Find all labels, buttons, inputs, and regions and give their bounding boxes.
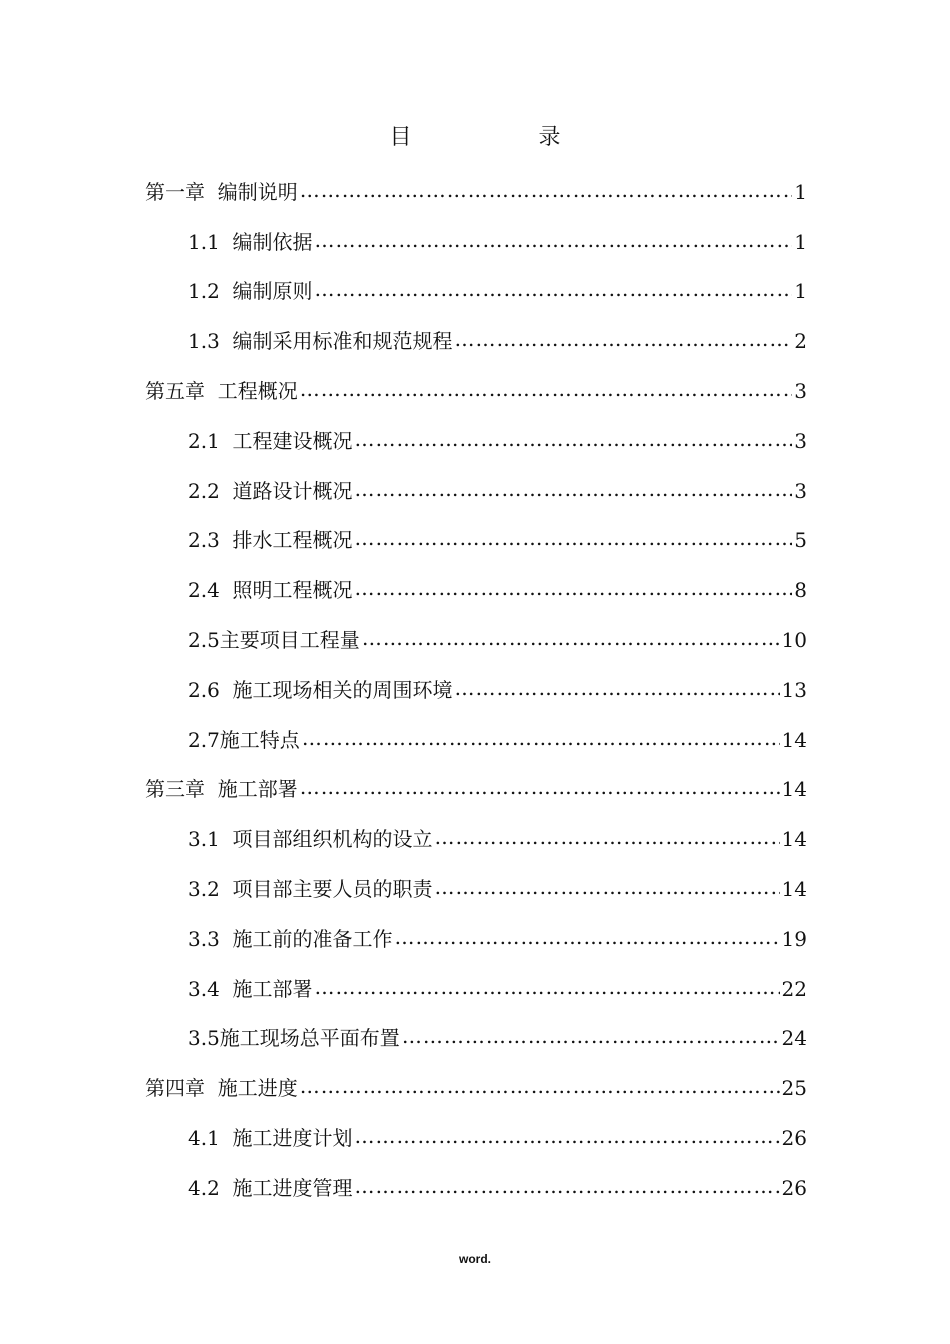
toc-section-entry[interactable]: [0, 814, 950, 864]
toc-entry-label: 2.7施工特点: [188, 727, 300, 752]
toc-entry-label: 2.1 工程建设概况: [188, 428, 353, 453]
toc-section-entry[interactable]: [0, 615, 950, 665]
toc-section-entry[interactable]: [0, 416, 950, 466]
toc-section-entry[interactable]: [0, 267, 950, 317]
toc-section-entry[interactable]: [0, 914, 950, 964]
toc-dot-leader: [300, 775, 780, 799]
toc-page-number: 5: [794, 528, 807, 553]
toc-page-number: 1: [794, 229, 807, 254]
toc-page-number: 24: [781, 1026, 807, 1051]
toc-dot-leader: [355, 477, 793, 501]
toc-entry-label: 3.1 项目部组织机构的设立: [188, 827, 433, 852]
toc-dot-leader: [315, 228, 793, 252]
toc-section-entry[interactable]: [0, 565, 950, 615]
toc-section-entry[interactable]: [0, 316, 950, 366]
toc-page-number: 2: [794, 329, 807, 354]
toc-section-entry[interactable]: [0, 665, 950, 715]
toc-dot-leader: [362, 626, 780, 650]
toc-entry-label: 2.3 排水工程概况: [188, 528, 353, 553]
toc-page-number: 14: [781, 777, 807, 802]
toc-section-entry[interactable]: [0, 1113, 950, 1163]
toc-page-number: 26: [781, 1126, 807, 1151]
toc-page-number: 3: [794, 478, 807, 503]
toc-dot-leader: [435, 875, 780, 899]
toc-dot-leader: [395, 925, 780, 949]
toc-entry-label: 3.2 项目部主要人员的职责: [188, 877, 433, 902]
toc-dot-leader: [455, 327, 793, 351]
page-footer: word.: [459, 1252, 491, 1266]
toc-section-entry[interactable]: [0, 516, 950, 566]
toc-entry-label: 4.2 施工进度管理: [188, 1175, 353, 1200]
toc-entry-label: 3.5施工现场总平面布置: [188, 1026, 400, 1051]
toc-dot-leader: [355, 427, 793, 451]
toc-entry-label: 2.5主要项目工程量: [188, 628, 360, 653]
toc-chapter-entry[interactable]: [0, 167, 950, 217]
toc-page-number: 22: [781, 976, 807, 1001]
toc-dot-leader: [302, 726, 780, 750]
toc-dot-leader: [402, 1024, 780, 1048]
toc-entry-label: 1.2 编制原则: [188, 279, 313, 304]
toc-entry-label: 1.3 编制采用标准和规范规程: [188, 329, 453, 354]
toc-page-number: 14: [781, 827, 807, 852]
toc-dot-leader: [455, 676, 780, 700]
toc-chapter-entry[interactable]: [0, 765, 950, 815]
toc-page-number: 13: [781, 677, 807, 702]
toc-section-entry[interactable]: [0, 466, 950, 516]
toc-entry-label: 4.1 施工进度计划: [188, 1126, 353, 1151]
toc-title: 目 录: [389, 125, 621, 150]
toc-dot-leader: [315, 277, 793, 301]
toc-dot-leader: [355, 1174, 780, 1198]
toc-entry-label: 2.2 道路设计概况: [188, 478, 353, 503]
toc-section-entry[interactable]: [0, 1014, 950, 1064]
toc-dot-leader: [300, 377, 793, 401]
toc-entry-label: 2.6 施工现场相关的周围环境: [188, 677, 453, 702]
toc-entry-label: 第三章 施工部署: [145, 777, 298, 802]
toc-dot-leader: [355, 526, 793, 550]
toc-dot-leader: [315, 975, 780, 999]
toc-page-number: 26: [781, 1175, 807, 1200]
toc-entry-label: 3.3 施工前的准备工作: [188, 926, 393, 951]
toc-section-entry[interactable]: [0, 715, 950, 765]
toc-page-number: 8: [794, 578, 807, 603]
toc-page-number: 3: [794, 428, 807, 453]
toc-page-number: 14: [781, 727, 807, 752]
toc-section-entry[interactable]: [0, 864, 950, 914]
toc-dot-leader: [300, 1074, 780, 1098]
toc-section-entry[interactable]: [0, 964, 950, 1014]
toc-dot-leader: [355, 1124, 780, 1148]
toc-chapter-entry[interactable]: [0, 366, 950, 416]
toc-page-number: 10: [781, 628, 807, 653]
table-of-contents: [0, 167, 950, 1213]
toc-entry-label: 3.4 施工部署: [188, 976, 313, 1001]
toc-section-entry[interactable]: [0, 217, 950, 267]
toc-entry-label: 2.4 照明工程概况: [188, 578, 353, 603]
toc-page-number: 1: [794, 179, 807, 204]
toc-dot-leader: [300, 178, 793, 202]
toc-dot-leader: [435, 825, 780, 849]
toc-entry-label: 第四章 施工进度: [145, 1076, 298, 1101]
toc-dot-leader: [355, 576, 793, 600]
toc-entry-label: 第五章 工程概况: [145, 379, 298, 404]
toc-page-number: 19: [781, 926, 807, 951]
toc-page-number: 25: [781, 1076, 807, 1101]
toc-chapter-entry[interactable]: [0, 1063, 950, 1113]
toc-page-number: 14: [781, 877, 807, 902]
toc-entry-label: 1.1 编制依据: [188, 229, 313, 254]
toc-page-number: 1: [794, 279, 807, 304]
toc-entry-label: 第一章 编制说明: [145, 179, 298, 204]
toc-page-number: 3: [794, 379, 807, 404]
toc-section-entry[interactable]: [0, 1163, 950, 1213]
